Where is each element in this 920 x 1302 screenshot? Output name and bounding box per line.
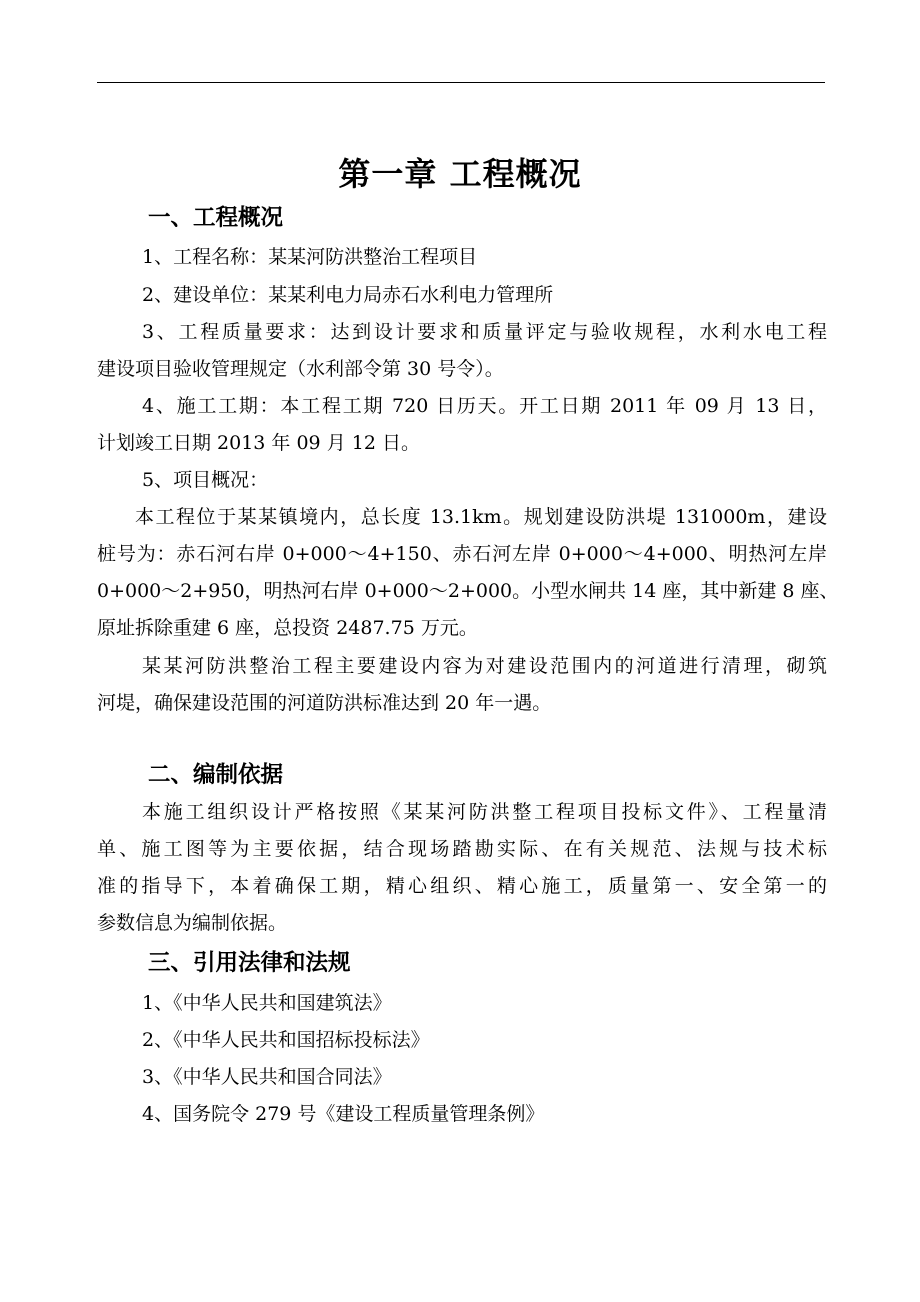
section-heading-overview: 一、工程概况: [148, 205, 284, 231]
section-heading-basis: 二、编制依据: [148, 762, 284, 788]
law-item-1: 1、《中华人民共和国建筑法》: [142, 992, 392, 1014]
construction-period-paragraph: [97, 388, 827, 462]
law-item-3: 3、《中华人民共和国合同法》: [142, 1066, 392, 1088]
basis-paragraph: [97, 794, 827, 942]
chapter-title: 第一章 工程概况: [338, 155, 582, 193]
quality-line-1: 3、工程质量要求：达到设计要求和质量评定与验收规程，水利水电工程: [142, 321, 827, 343]
period-line-1: 4、施工工期：本工程工期 720 日历天。开工日期 2011 年 09 月 13 日，: [142, 395, 827, 417]
main-content-paragraph: [97, 648, 827, 722]
quality-line-2: 建设项目验收管理规定（水利部令第 30 号令）。: [97, 358, 504, 380]
basis-line-3: 准的指导下，本着确保工期，精心组织、精心施工，质量第一、安全第一的: [97, 875, 827, 897]
content-line-2: 河堤，确保建设范围的河道防洪标准达到 20 年一遇。: [97, 692, 552, 714]
law-item-2: 2、《中华人民共和国招标投标法》: [142, 1029, 430, 1051]
overview-line-4: 原址拆除重建 6 座，总投资 2487.75 万元。: [97, 617, 478, 639]
period-line-2: 计划竣工日期 2013 年 09 月 12 日。: [97, 432, 420, 454]
basis-line-1: 本施工组织设计严格按照《某某河防洪整工程项目投标文件》、工程量清: [142, 801, 827, 823]
overview-line-3: 0+000～2+950，明热河右岸 0+000～2+000。小型水闸共 14 座，其中新建 8 座、: [97, 580, 839, 602]
basis-line-4: 参数信息为编制依据。: [97, 912, 288, 934]
overview-line-2: 桩号为：赤石河右岸 0+000～4+150、赤石河左岸 0+000～4+000、明热河左岸: [97, 543, 827, 565]
header-rule: [97, 82, 825, 83]
content-line-1: 某某河防洪整治工程主要建设内容为对建设范围内的河道进行清理，砌筑: [142, 655, 827, 677]
overview-line-1: 本工程位于某某镇境内，总长度 13.1km。规划建设防洪堤 131000m，建设: [135, 506, 827, 528]
basis-line-2: 单、施工图等为主要依据，结合现场踏勘实际、在有关规范、法规与技术标: [97, 838, 827, 860]
project-overview-label: 5、项目概况：: [142, 469, 269, 491]
project-overview-paragraph: [97, 499, 839, 647]
section-heading-laws: 三、引用法律和法规: [148, 950, 351, 976]
law-item-4: 4、国务院令 279 号《建设工程质量管理条例》: [142, 1103, 545, 1125]
construction-unit-line: 2、建设单位：某某利电力局赤石水利电力管理所: [142, 284, 554, 306]
project-name-line: 1、工程名称：某某河防洪整治工程项目: [142, 246, 478, 268]
quality-requirement-paragraph: [97, 314, 827, 388]
